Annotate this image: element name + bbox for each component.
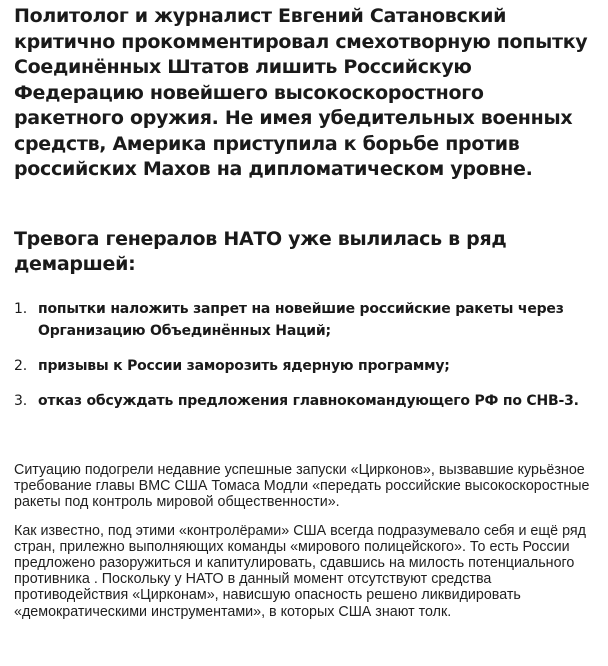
list-item-number: 1. [14,300,27,317]
demarches-list [14,298,598,412]
list-item-text: попытки наложить запрет на новейшие российские ракеты через Организацию Объединённых Наций; [38,300,564,339]
section-heading: Тревога генералов НАТО уже вылилась в ряд демаршей: [14,227,507,275]
list-item-text: призывы к России заморозить ядерную программу; [38,357,450,374]
article-body [14,462,598,632]
article [14,0,598,425]
lead-paragraph: Политолог и журналист Евгений Сатановский критично прокомментировал смехотворную попытку Соединённых Штатов лишить Российскую Федерацию новейшего высокоскоростного ракетного оружия. Не имея убедительных военных средств, Америка приступила к борьбе против российских Махов на дипломатическом уровне. [14,5,588,180]
list-item-number: 2. [14,357,27,374]
list-item [14,298,598,342]
body-paragraph: Как известно, под этими «контролёрами» США всегда подразумевало себя и ещё ряд стран, прилежно выполняющих команды «мирового полицейского». То есть России предложено разоружиться и капитулировать, сдавшись на милость потенциального противника . Поскольку у НАТО в данный момент отсутствуют средства противодействия «Цирконам», нависшую опасность решено ликвидировать «демократическими инструментами», в которых США знают толк. [14,522,586,620]
list-item [14,355,598,377]
list-item-number: 3. [14,392,27,409]
list-item [14,390,598,412]
list-item-text: отказ обсуждать предложения главнокомандующего РФ по СНВ-3. [38,392,579,409]
body-paragraph: Ситуацию подогрели недавние успешные запуски «Цирконов», вызвавшие курьёзное требование главы ВМС США Томаса Модли «передать российские высокоскоростные ракеты под контроль мировой общественности». [14,462,590,511]
